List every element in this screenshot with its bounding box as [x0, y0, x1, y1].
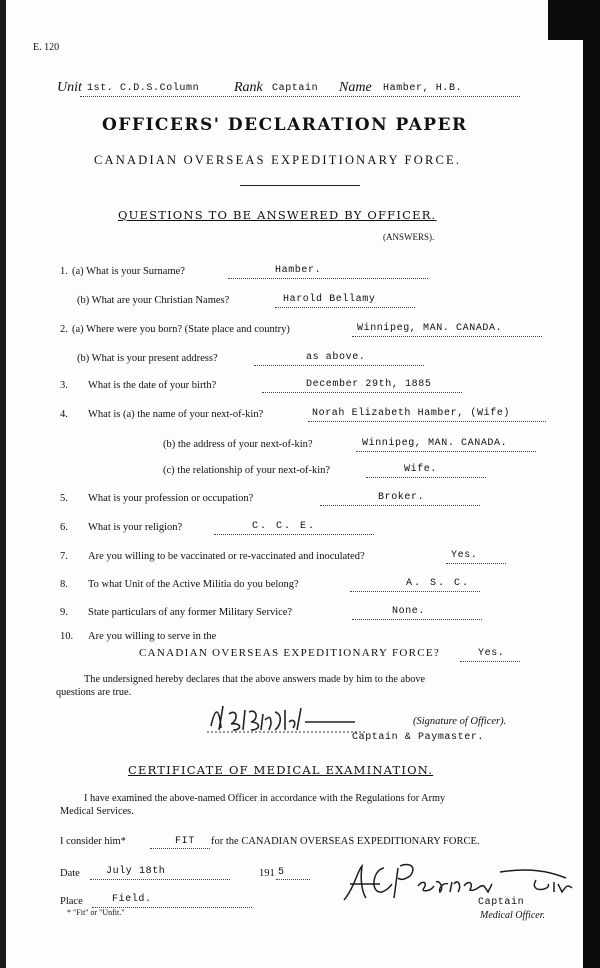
q1a-text: (a) What is your Surname?	[72, 266, 185, 277]
unit-label: Unit	[57, 80, 82, 95]
medical-officer-signature	[340, 858, 580, 908]
q8-answer: A. S. C.	[406, 578, 471, 589]
name-value: Hamber, H.B.	[383, 83, 463, 94]
consider-label: I consider him*	[60, 836, 126, 847]
q8-text: To what Unit of the Active Militia do you belong?	[88, 579, 299, 590]
q9-text: State particulars of any former Military Service?	[88, 607, 293, 618]
name-label: Name	[339, 80, 372, 95]
q4a-text: What is (a) the name of your next-of-kin?	[88, 409, 264, 420]
q5-answer: Broker.	[378, 492, 425, 503]
q1-number: 1.	[60, 266, 68, 277]
rank-label: Rank	[234, 80, 263, 95]
place-value: Field.	[112, 894, 152, 905]
q1a-line	[228, 278, 428, 279]
form-code: E. 120	[33, 42, 60, 53]
officer-rank: Captain & Paymaster.	[352, 732, 485, 743]
q2-number: 2.	[60, 324, 68, 335]
medical-heading: CERTIFICATE OF MEDICAL EXAMINATION.	[128, 763, 434, 777]
footnote: * "Fit" or "Unfit."	[67, 908, 125, 917]
q7-answer: Yes.	[451, 550, 478, 561]
q7-text: Are you willing to be vaccinated or re-vaccinated and inoculated?	[88, 551, 365, 562]
medical-line1: I have examined the above-named Officer in accordance with the Regulations for Army	[84, 793, 446, 804]
q4c-answer: Wife.	[404, 464, 438, 475]
consider-line	[150, 848, 210, 849]
q4c-line	[366, 477, 486, 478]
unit-value: 1st. C.D.S.Column	[87, 83, 200, 94]
q2a-answer: Winnipeg, MAN. CANADA.	[357, 323, 503, 334]
medical-officer-rank: Captain	[478, 897, 525, 908]
q1b-line	[275, 307, 415, 308]
medical-officer-caption: Medical Officer.	[480, 910, 545, 921]
year-prefix: 191	[259, 868, 275, 879]
q4b-text: (b) the address of your next-of-kin?	[163, 439, 313, 450]
q10-line2: CANADIAN OVERSEAS EXPEDITIONARY FORCE?	[139, 647, 441, 659]
q6-number: 6.	[60, 522, 68, 533]
consider-value: FIT	[175, 836, 195, 847]
header-dotted-line	[80, 96, 520, 97]
q2a-text: (a) Where were you born? (State place and country)	[72, 324, 290, 335]
q5-number: 5.	[60, 493, 68, 504]
scan-edge-corner	[548, 0, 583, 40]
q8-line	[350, 591, 480, 592]
q9-answer: None.	[392, 606, 426, 617]
q6-line	[214, 534, 374, 535]
q6-answer: C. C. E.	[252, 521, 317, 532]
date-label: Date	[60, 868, 80, 879]
q1b-text: (b) What are your Christian Names?	[77, 295, 230, 306]
date-value: July 18th	[106, 866, 166, 877]
q1a-answer: Hamber.	[275, 265, 322, 276]
q3-answer: December 29th, 1885	[306, 379, 432, 390]
signature-caption: (Signature of Officer).	[413, 716, 507, 727]
declaration-line2: questions are true.	[56, 687, 132, 698]
q3-line	[262, 392, 462, 393]
place-label: Place	[60, 896, 83, 907]
q2b-line	[254, 365, 424, 366]
q5-text: What is your profession or occupation?	[88, 493, 254, 504]
scan-edge-right	[583, 0, 600, 968]
year-line	[276, 879, 310, 880]
q4a-line	[308, 421, 546, 422]
q4c-text: (c) the relationship of your next-of-kin?	[163, 465, 331, 476]
q5-line	[320, 505, 480, 506]
page-subtitle: CANADIAN OVERSEAS EXPEDITIONARY FORCE.	[94, 153, 462, 167]
q7-line	[446, 563, 506, 564]
q4b-answer: Winnipeg, MAN. CANADA.	[362, 438, 508, 449]
q3-number: 3.	[60, 380, 68, 391]
answers-label: (ANSWERS).	[383, 232, 435, 242]
q10-answer: Yes.	[478, 648, 505, 659]
q10-text: Are you willing to serve in the	[88, 631, 217, 642]
date-line	[90, 879, 230, 880]
scan-edge-left	[0, 0, 6, 968]
consider-rest: for the CANADIAN OVERSEAS EXPEDITIONARY FORCE.	[211, 836, 480, 847]
declaration-line1: The undersigned hereby declares that the above answers made by him to the above	[84, 674, 426, 685]
officer-signature	[205, 700, 375, 736]
q9-number: 9.	[60, 607, 68, 618]
q3-text: What is the date of your birth?	[88, 380, 217, 391]
year-value: 5	[278, 867, 285, 878]
q2a-line	[352, 336, 542, 337]
q2b-answer: as above.	[306, 352, 366, 363]
q7-number: 7.	[60, 551, 68, 562]
q9-line	[352, 619, 482, 620]
page-title: OFFICERS' DECLARATION PAPER	[102, 115, 468, 135]
q2b-text: (b) What is your present address?	[77, 353, 218, 364]
rank-value: Captain	[272, 83, 319, 94]
medical-line2: Medical Services.	[60, 806, 134, 817]
q10-number: 10.	[60, 631, 74, 642]
q6-text: What is your religion?	[88, 522, 183, 533]
title-rule	[240, 185, 360, 186]
q8-number: 8.	[60, 579, 68, 590]
questions-heading: QUESTIONS TO BE ANSWERED BY OFFICER.	[118, 208, 437, 222]
q1b-answer: Harold Bellamy	[283, 294, 376, 305]
q4-number: 4.	[60, 409, 68, 420]
q4a-answer: Norah Elizabeth Hamber, (Wife)	[312, 408, 511, 419]
q4b-line	[356, 451, 536, 452]
q10-line	[460, 661, 520, 662]
